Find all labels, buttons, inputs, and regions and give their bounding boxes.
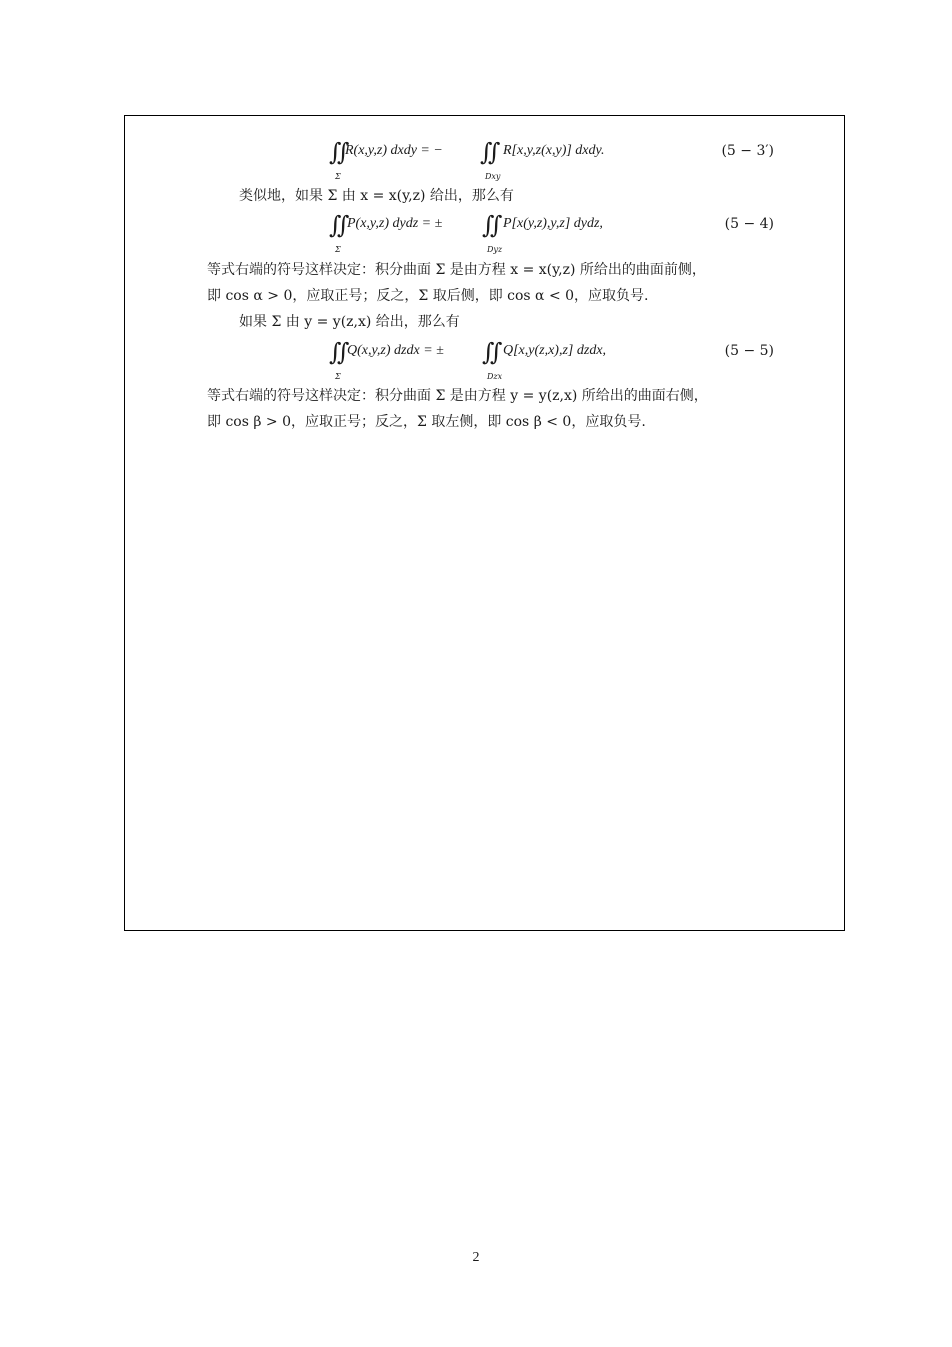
- text-line: 类似地，如果 Σ 由 x = x(y,z) 给出，那么有: [239, 188, 514, 204]
- equation-5-5: [125, 340, 844, 380]
- equation-5-3prime: [125, 140, 844, 180]
- text-line: 等式右端的符号这样决定：积分曲面 Σ 是由方程 x = x(y,z) 所给出的曲面前侧，: [207, 262, 706, 278]
- equation-rhs: P[x(y,z),y,z] dydz,: [503, 216, 603, 231]
- equation-rhs: R[x,y,z(x,y)] dxdy.: [503, 143, 605, 158]
- integral-subscript: Σ: [335, 372, 341, 381]
- text-body: [125, 116, 844, 930]
- equation-rhs: Q[x,y(z,x),z] dzdx,: [503, 343, 607, 358]
- integral-subscript: Dzx: [487, 372, 503, 381]
- equation-number: (5 − 3′): [721, 143, 774, 159]
- text-line: 如果 Σ 由 y = y(z,x) 给出，那么有: [239, 314, 460, 330]
- equation-number: (5 − 5): [724, 343, 774, 359]
- integral-subscript: Dxy: [485, 172, 501, 181]
- text-line: 即 cos β > 0，应取正号；反之，Σ 取左侧，即 cos β < 0，应取负号.: [207, 414, 646, 430]
- equation-5-4: [125, 213, 844, 253]
- double-integral-icon: ∬: [329, 338, 350, 366]
- equation-lhs: R(x,y,z) dxdy = −: [345, 143, 443, 158]
- equation-lhs: Q(x,y,z) dzdx = ±: [347, 343, 444, 358]
- integral-subscript: Σ: [335, 245, 341, 254]
- double-integral-icon: ∬: [329, 138, 350, 166]
- integral-subscript: Σ: [335, 172, 341, 181]
- content-frame: [124, 115, 845, 931]
- text-line: 即 cos α > 0，应取正号；反之，Σ 取后侧，即 cos α < 0，应取负号.: [207, 288, 649, 304]
- integral-subscript: Dyz: [487, 245, 503, 254]
- double-integral-icon: ∬: [480, 138, 501, 166]
- page-number: 2: [472, 1250, 480, 1265]
- equation-number: (5 − 4): [724, 216, 774, 232]
- double-integral-icon: ∬: [482, 211, 503, 239]
- double-integral-icon: ∬: [329, 211, 350, 239]
- double-integral-icon: ∬: [482, 338, 503, 366]
- text-line: 等式右端的符号这样决定：积分曲面 Σ 是由方程 y = y(z,x) 所给出的曲面右侧，: [207, 388, 708, 404]
- equation-lhs: P(x,y,z) dydz = ±: [347, 216, 443, 231]
